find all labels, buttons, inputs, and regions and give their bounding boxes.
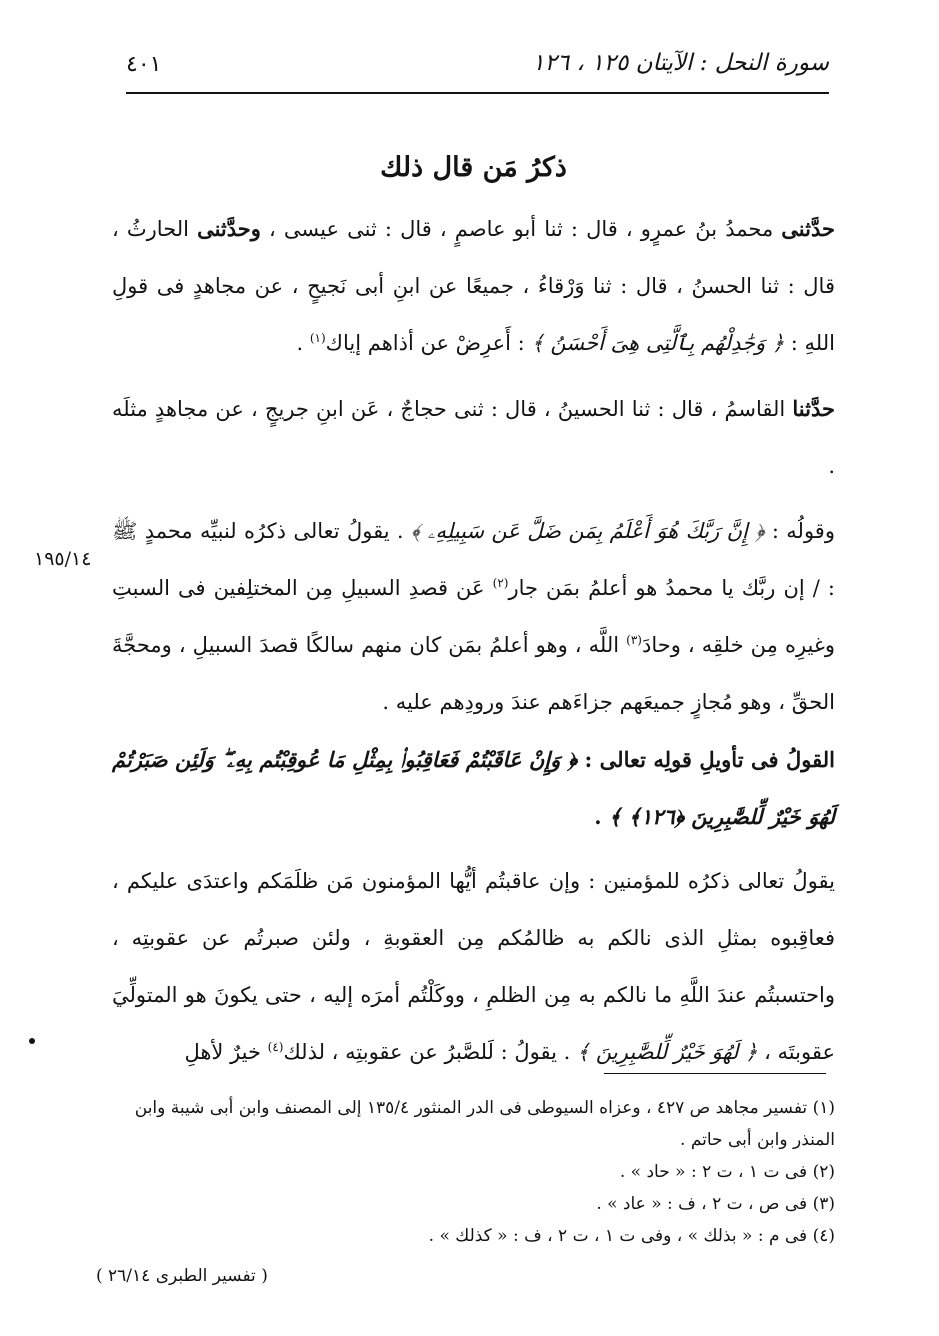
paragraph-text: عَن قصدِ السبيلِ مِن المختلِفين فى السبتِ وغيرِه مِن خلقِه ، وحادَ bbox=[112, 576, 835, 657]
paragraph-text: القاسمُ ، قال : ثنا الحسينُ ، قال : ثنى حجاجٌ ، عَن ابنِ جريجٍ ، عن مجاهدٍ مثلَه . bbox=[112, 397, 835, 478]
paragraph-text: اللَّه ، وهو أعلمُ بمَن كان منهم سالكًا قصدَ السبيلِ ، ومحجَّةَ الحقِّ ، وهو مُجازٍ جميعَهم جزاءَهم عندَ ورودِهم عليه . bbox=[112, 633, 835, 714]
main-text bbox=[112, 138, 835, 1081]
paragraph-1 bbox=[112, 200, 835, 372]
running-head: سورة النحل : الآيتان ١٢٥ ، ١٢٦ bbox=[532, 50, 829, 76]
source-line: ( تفسير الطبرى ٢٦/١٤ ) bbox=[96, 1266, 268, 1286]
footnote: (٤) فى م : « بذلك » ، وفى ت ١ ، ت ٢ ، ف : « كذلك » . bbox=[428, 1226, 835, 1246]
footnote-marker: (١) bbox=[309, 331, 326, 345]
page-header bbox=[126, 44, 829, 84]
quran-verse: ﴿ لَهُوَ خَيْرٌ لِّلصَّٰبِرِينَ ﴾ bbox=[576, 1040, 758, 1064]
narration-lead: وحدَّثنى bbox=[197, 216, 261, 241]
footnote: (١) تفسير مجاهد ص ٤٢٧ ، وعزاه السيوطى فى الدر المنثور ١٣٥/٤ إلى المصنف وابن أبى شيبة وابن المنذر وابن أبى حاتم . bbox=[134, 1098, 835, 1150]
paragraph-3 bbox=[112, 503, 835, 731]
section-heading: ذكرُ مَن قال ذلك bbox=[380, 152, 567, 183]
spacer bbox=[112, 372, 835, 380]
margin-reference: ١٩٥/١٤ bbox=[34, 548, 92, 570]
quran-verse: ﴿ إِنَّ رَبَّكَ هُوَ أَعْلَمُ بِمَن ضَلَّ عَن سَبِيلِهِۦ ﴾ bbox=[410, 519, 765, 543]
narration-lead: حدَّثنى bbox=[781, 216, 835, 241]
narration-lead: حدَّثنا bbox=[792, 396, 835, 421]
page-number: ٤٠١ bbox=[126, 52, 162, 77]
header-rule bbox=[126, 92, 829, 94]
paragraph-text: . bbox=[296, 331, 310, 355]
footnote-rule bbox=[604, 1073, 826, 1074]
paragraph-text: الحارثُ ، قال : ثنا الحسنُ ، قال : ثنا وَرْقاءُ ، جميعًا عن ابنِ أبى نَجيحٍ ، عن مجاهدٍ فى قولِ اللهِ : bbox=[112, 217, 835, 355]
paragraph-text: . يقولُ : لَلصَّبرُ عن عقوبتِه ، لذلك bbox=[283, 1040, 577, 1064]
paragraph-text: : أَعرِضْ عن أذاهم إياك bbox=[325, 331, 532, 355]
footnote: (٢) فى ت ١ ، ت ٢ : « حاد » . bbox=[619, 1162, 835, 1182]
stray-mark bbox=[29, 1038, 35, 1044]
paragraph-4 bbox=[112, 731, 835, 845]
paragraph-text: . bbox=[594, 804, 609, 829]
paragraph-text: محمدُ بنُ عمرٍو ، قال : ثنا أبو عاصمٍ ، قال : ثنى عيسى ، bbox=[260, 217, 782, 241]
footnotes bbox=[100, 1092, 835, 1252]
paragraph-text: . يقولُ تعالى ذكرُه لنبيِّه محمدٍ ﷺ : / إن ربَّك يا محمدُ هو أعلمُ بمَن جار bbox=[112, 519, 835, 600]
footnote-marker: (٢) bbox=[492, 576, 509, 590]
quran-verse: ﴿ وَإِنْ عَاقَبْتُمْ فَعَاقِبُوا۟ بِمِثْلِ مَا عُوقِبْتُم بِهِۦ ۖ وَلَئِن صَبَرْتُمْ لَهُوَ خَيْرٌ لِّلصَّٰبِرِينَ ﴿١٢٦﴾ ﴾ bbox=[112, 747, 835, 829]
footnote-marker: (٣) bbox=[626, 633, 642, 647]
footnote-marker: (٤) bbox=[267, 1040, 284, 1054]
spacer bbox=[112, 845, 835, 853]
paragraph-text: وقولُه : bbox=[764, 519, 835, 543]
paragraph-2 bbox=[112, 380, 835, 495]
footnote: (٣) فى ص ، ت ٢ ، ف : « عاد » . bbox=[596, 1194, 835, 1214]
paragraph-text: خيرٌ لأهلِ bbox=[184, 1040, 268, 1064]
section-heading-inline: القولُ فى تأويلِ قولِه تعالى : bbox=[576, 747, 835, 772]
paragraph-text: يقولُ تعالى ذكرُه للمؤمنين : وإن عاقبتُم أيُّها المؤمنون مَن ظلَمَكم واعتدَى عليكم ، فعاقِبوه بمثلِ الذى نالكم به ظالمُكم مِن العقوبةِ ، ولئن صبرتُم عن عقوبتِه ، واحتسبتُم عندَ اللَّهِ ما نالكم به مِن الظلمِ ، ووكَلْتُم أمرَه إليه ، حتى يكونَ هو المتولِّيَ عقوبتَه ، bbox=[112, 869, 835, 1064]
quran-verse: ﴿ وَجَٰدِلْهُم بِٱلَّتِى هِىَ أَحْسَنُ ﴾ bbox=[531, 331, 785, 355]
paragraph-5 bbox=[112, 853, 835, 1081]
spacer bbox=[112, 495, 835, 503]
